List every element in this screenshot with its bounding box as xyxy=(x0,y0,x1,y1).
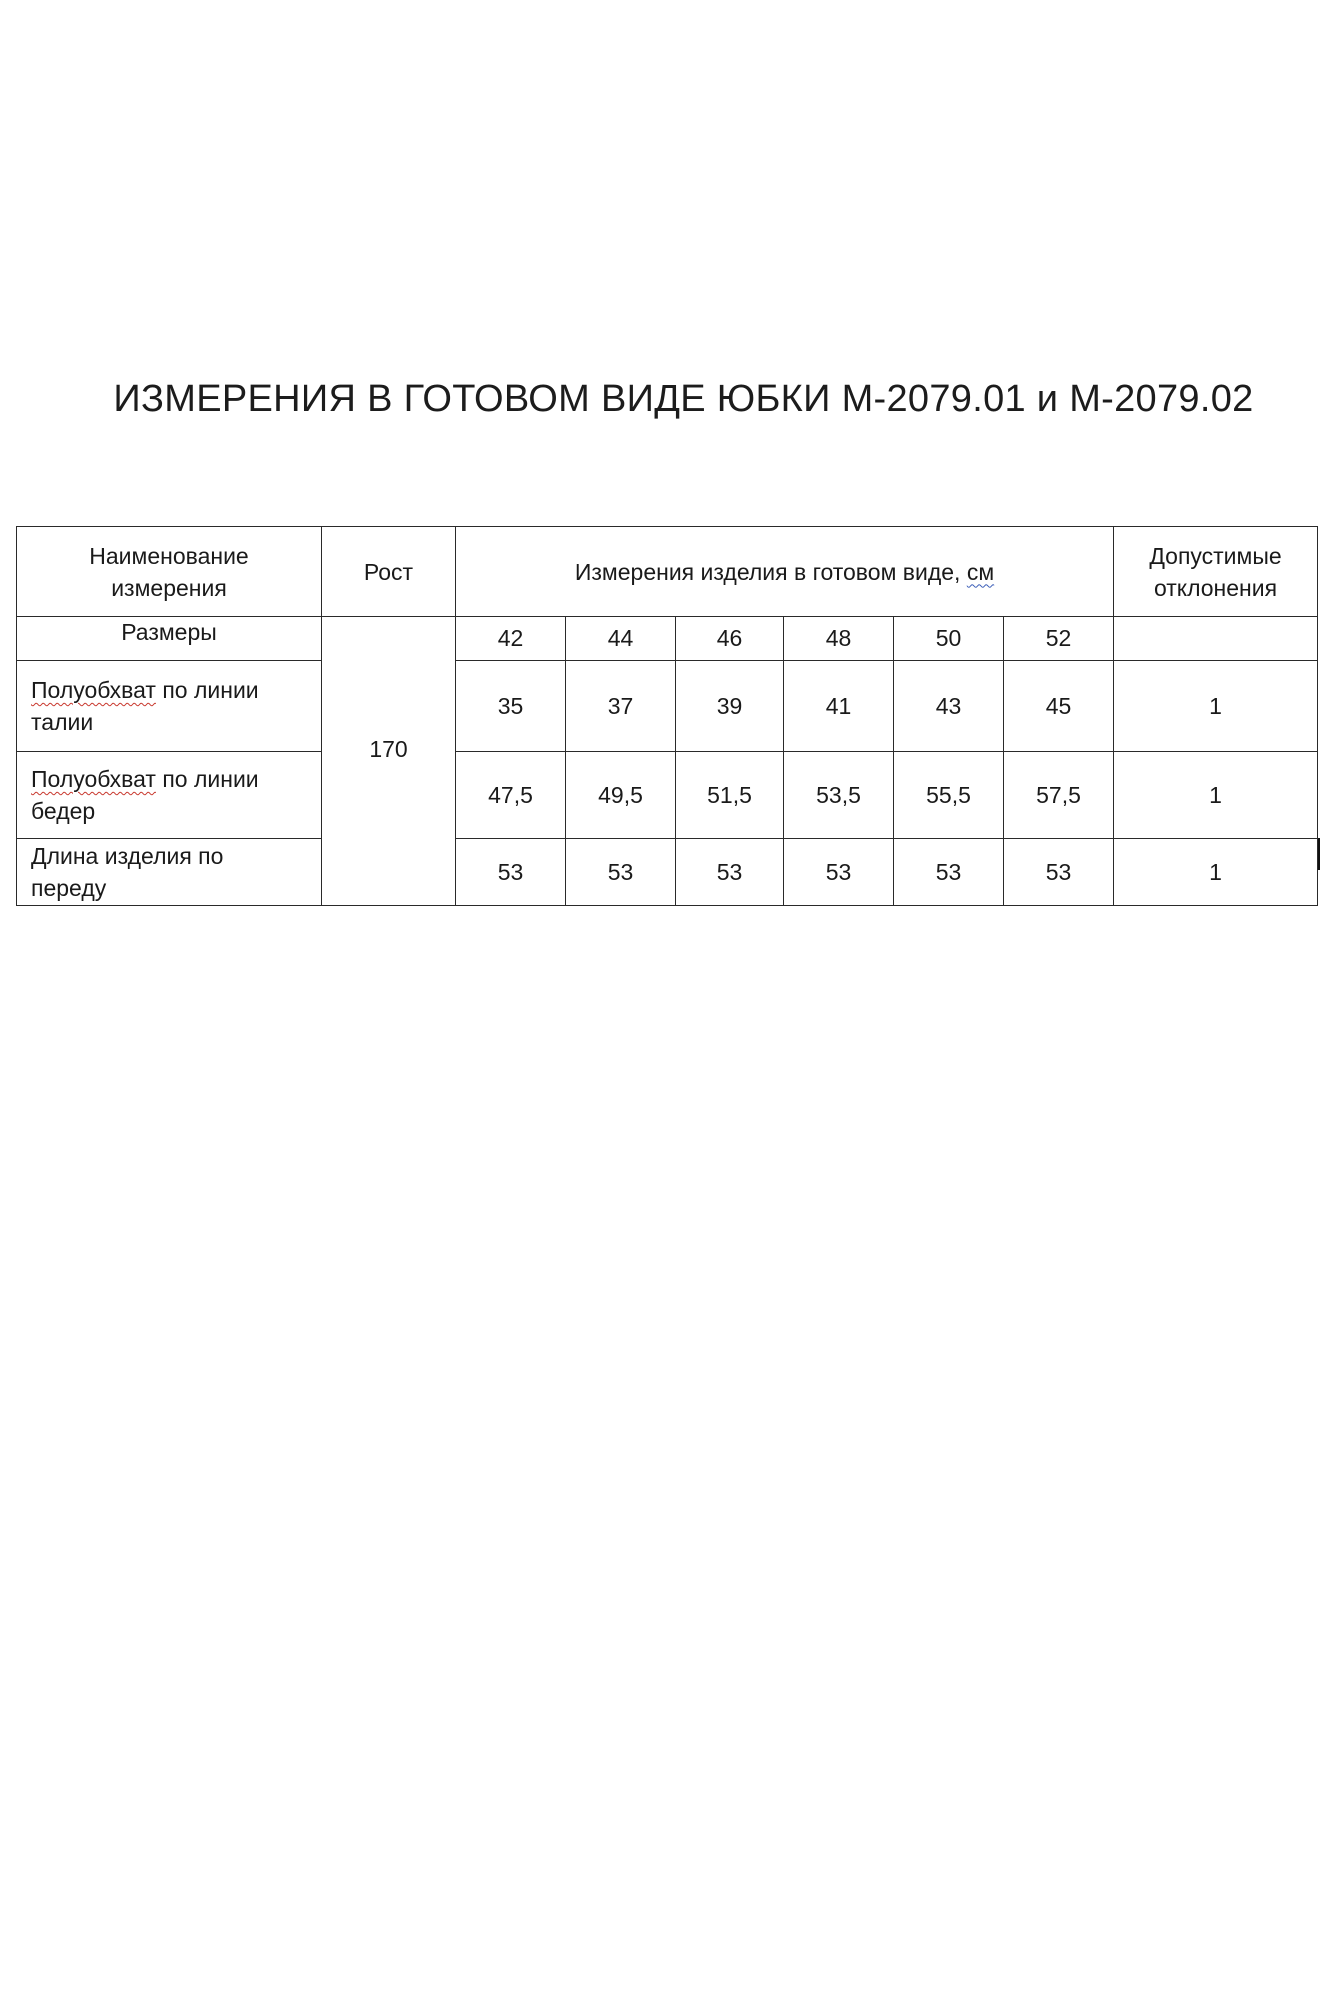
size-cell: 48 xyxy=(784,617,894,661)
size-cell: 44 xyxy=(566,617,676,661)
tolerance-cell: 1 xyxy=(1114,661,1318,752)
header-measurement-name xyxy=(17,527,322,617)
height-value: 170 xyxy=(322,617,456,906)
row-name-line1: Длина изделия по xyxy=(31,843,224,869)
value-cell: 53 xyxy=(784,839,894,906)
value-cell: 43 xyxy=(894,661,1004,752)
sizes-row xyxy=(17,617,1318,661)
row-name-waist xyxy=(17,661,322,752)
header-height: Рост xyxy=(322,527,456,617)
value-cell: 41 xyxy=(784,661,894,752)
header-measurements-unit: см xyxy=(966,558,995,585)
sizes-label: Размеры xyxy=(17,617,322,661)
size-cell: 52 xyxy=(1004,617,1114,661)
size-tolerance-empty xyxy=(1114,617,1318,661)
row-name-rest: по линии xyxy=(155,677,259,703)
value-cell: 49,5 xyxy=(566,752,676,839)
header-measurements-text: Измерения изделия в готовом виде, xyxy=(574,558,967,585)
value-cell: 51,5 xyxy=(676,752,784,839)
table-header-row xyxy=(17,527,1318,617)
header-name-line2: измерения xyxy=(111,574,227,601)
value-cell: 35 xyxy=(456,661,566,752)
row-name-line2: бедер xyxy=(31,798,96,824)
size-cell: 46 xyxy=(676,617,784,661)
value-cell: 37 xyxy=(566,661,676,752)
value-cell: 53,5 xyxy=(784,752,894,839)
row-name-rest: по линии xyxy=(155,766,259,792)
table-row xyxy=(17,752,1318,839)
header-name-line1: Наименование xyxy=(89,542,249,569)
row-name-word: Полуобхват xyxy=(31,766,156,792)
header-tolerance xyxy=(1114,527,1318,617)
tolerance-cell: 1 xyxy=(1114,752,1318,839)
header-tolerance-line1: Допустимые xyxy=(1149,542,1282,569)
measurements-table xyxy=(16,526,1318,906)
value-cell: 45 xyxy=(1004,661,1114,752)
value-cell: 53 xyxy=(894,839,1004,906)
value-cell: 53 xyxy=(676,839,784,906)
row-name-hips xyxy=(17,752,322,839)
value-cell: 53 xyxy=(566,839,676,906)
table-row xyxy=(17,661,1318,752)
tolerance-cell: 1 xyxy=(1114,839,1318,906)
row-name-line2: переду xyxy=(31,875,107,901)
text-cursor xyxy=(1318,838,1320,870)
size-cell: 50 xyxy=(894,617,1004,661)
size-cell: 42 xyxy=(456,617,566,661)
value-cell: 47,5 xyxy=(456,752,566,839)
value-cell: 53 xyxy=(456,839,566,906)
header-measurements xyxy=(456,527,1114,617)
row-name-length xyxy=(17,839,322,906)
value-cell: 39 xyxy=(676,661,784,752)
value-cell: 57,5 xyxy=(1004,752,1114,839)
value-cell: 53 xyxy=(1004,839,1114,906)
row-name-line2: талии xyxy=(31,709,94,735)
value-cell: 55,5 xyxy=(894,752,1004,839)
header-tolerance-line2: отклонения xyxy=(1153,574,1278,601)
table-row xyxy=(17,839,1318,906)
row-name-word: Полуобхват xyxy=(31,677,156,703)
document-title: ИЗМЕРЕНИЯ В ГОТОВОМ ВИДЕ ЮБКИ М-2079.01 и М-2079.02 xyxy=(113,378,1254,420)
